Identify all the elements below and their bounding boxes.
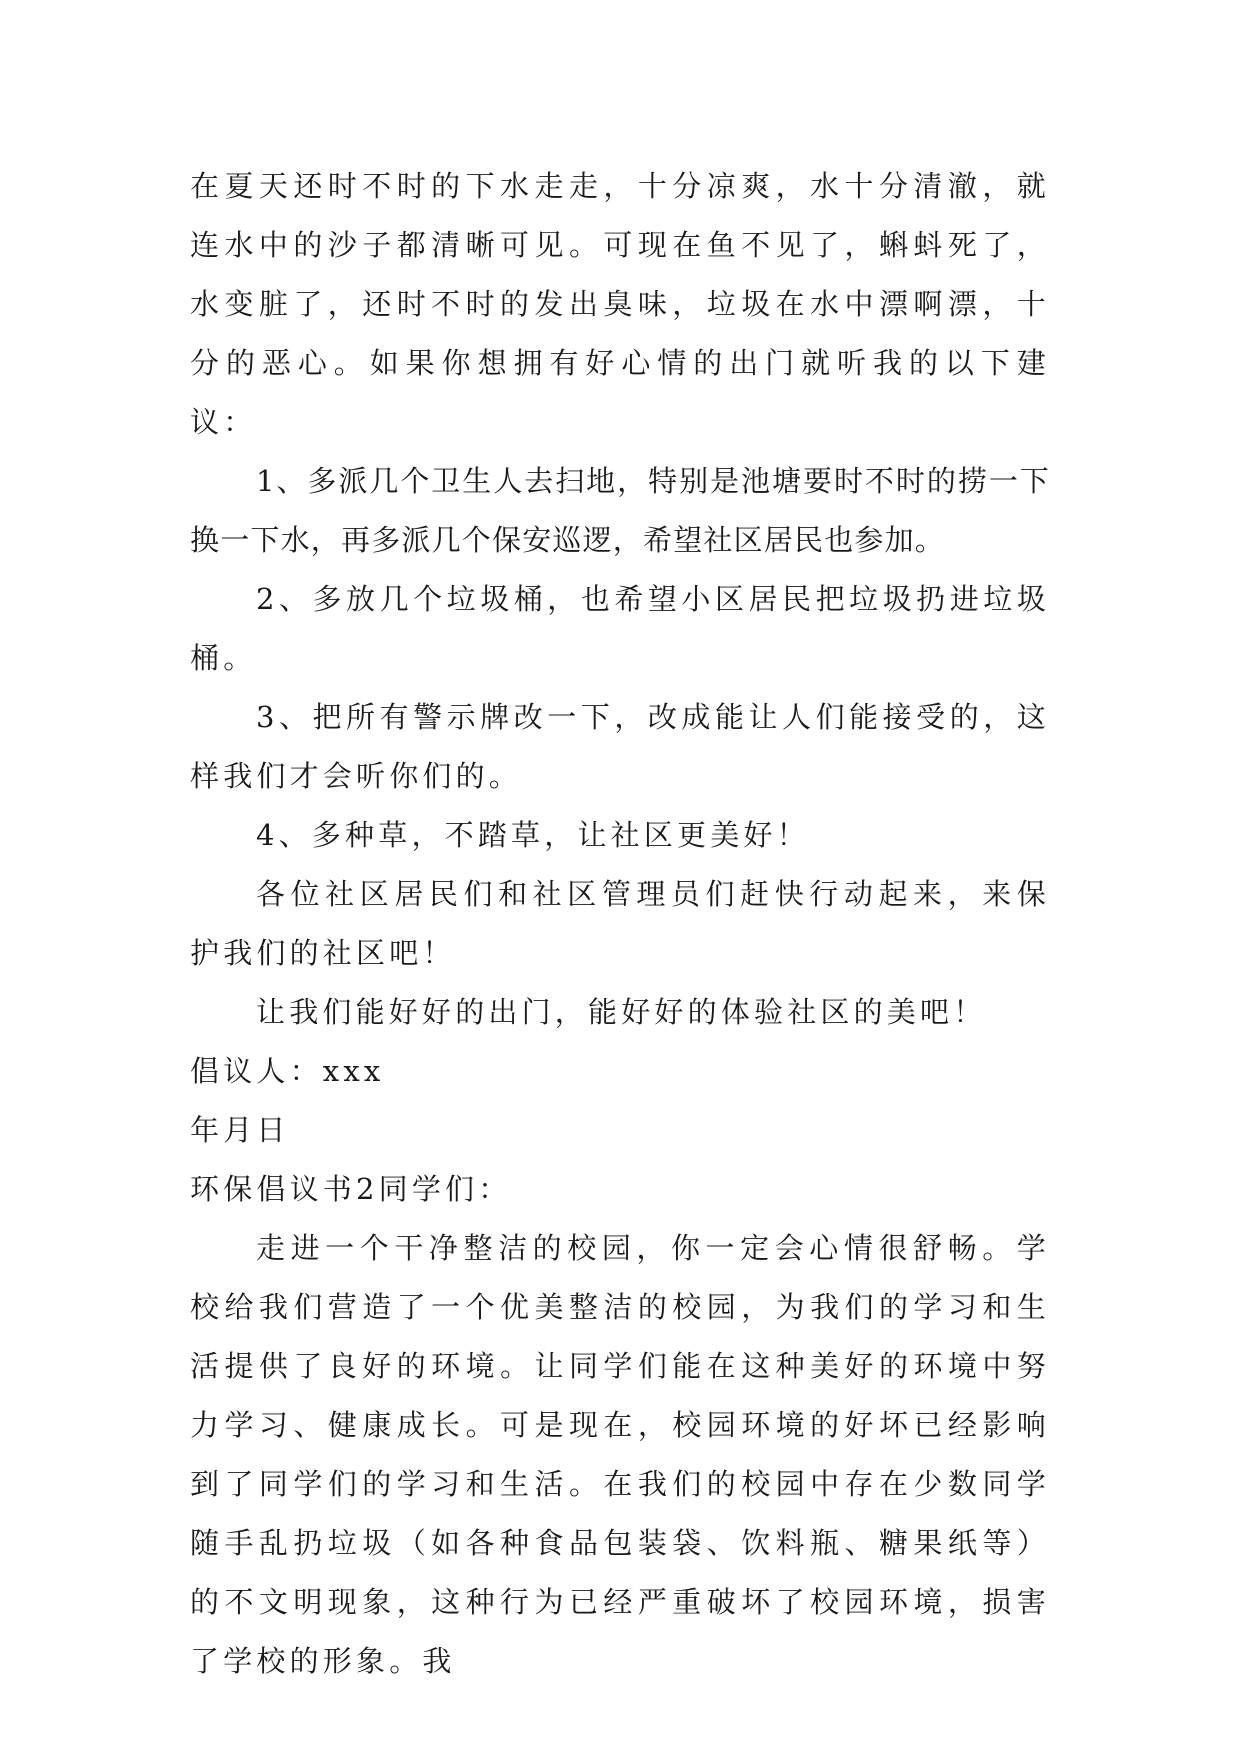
paragraph-closing: 让我们能好好的出门，能好好的体验社区的美吧！ xyxy=(256,995,987,1029)
proposer-line: 倡议人：xxx xyxy=(190,1054,385,1088)
date-line: 年月日 xyxy=(190,1113,290,1147)
paragraph-suggestion-4: 4、多种草，不踏草，让社区更美好！ xyxy=(256,818,810,852)
paragraph-suggestion-3: 3、把所有警示牌改一下，改成能让人们能接受的，这样我们才会听你们的。 xyxy=(190,700,1050,793)
second-proposal-heading: 环保倡议书2同学们： xyxy=(190,1172,512,1206)
paragraph-suggestion-2: 2、多放几个垃圾桶，也希望小区居民把垃圾扔进垃圾桶。 xyxy=(190,582,1050,675)
paragraph-campus-environment: 走进一个干净整洁的校园，你一定会心情很舒畅。学校给我们营造了一个优美整洁的校园，为我们的学习和生活提供了良好的环境。让同学们能在这种美好的环境中努力学习、健康成长。可是现在，校园环境的好坏已经影响到了同学们的学习和生活。在我们的校园中存在少数同学随手乱扔垃圾（如各种食品包装袋、饮料瓶、糖果纸等）的不文明现象，这种行为已经严重破坏了校园环境，损害了学校的形象。我 xyxy=(190,1231,1050,1678)
document-body xyxy=(190,157,1050,1691)
paragraph-call-to-action: 各位社区居民们和社区管理员们赶快行动起来，来保护我们的社区吧！ xyxy=(190,877,1050,970)
paragraph-pond-description: 在夏天还时不时的下水走走，十分凉爽，水十分清澈，就连水中的沙子都清晰可见。可现在鱼不见了，蝌蚪死了，水变脏了，还时不时的发出臭味，垃圾在水中漂啊漂，十分的恶心。如果你想拥有好心情的出门就听我的以下建议： xyxy=(190,169,1050,439)
paragraph-suggestion-1: 1、多派几个卫生人去扫地，特别是池塘要时不时的捞一下换一下水，再多派几个保安巡逻，希望社区居民也参加。 xyxy=(190,464,1050,557)
